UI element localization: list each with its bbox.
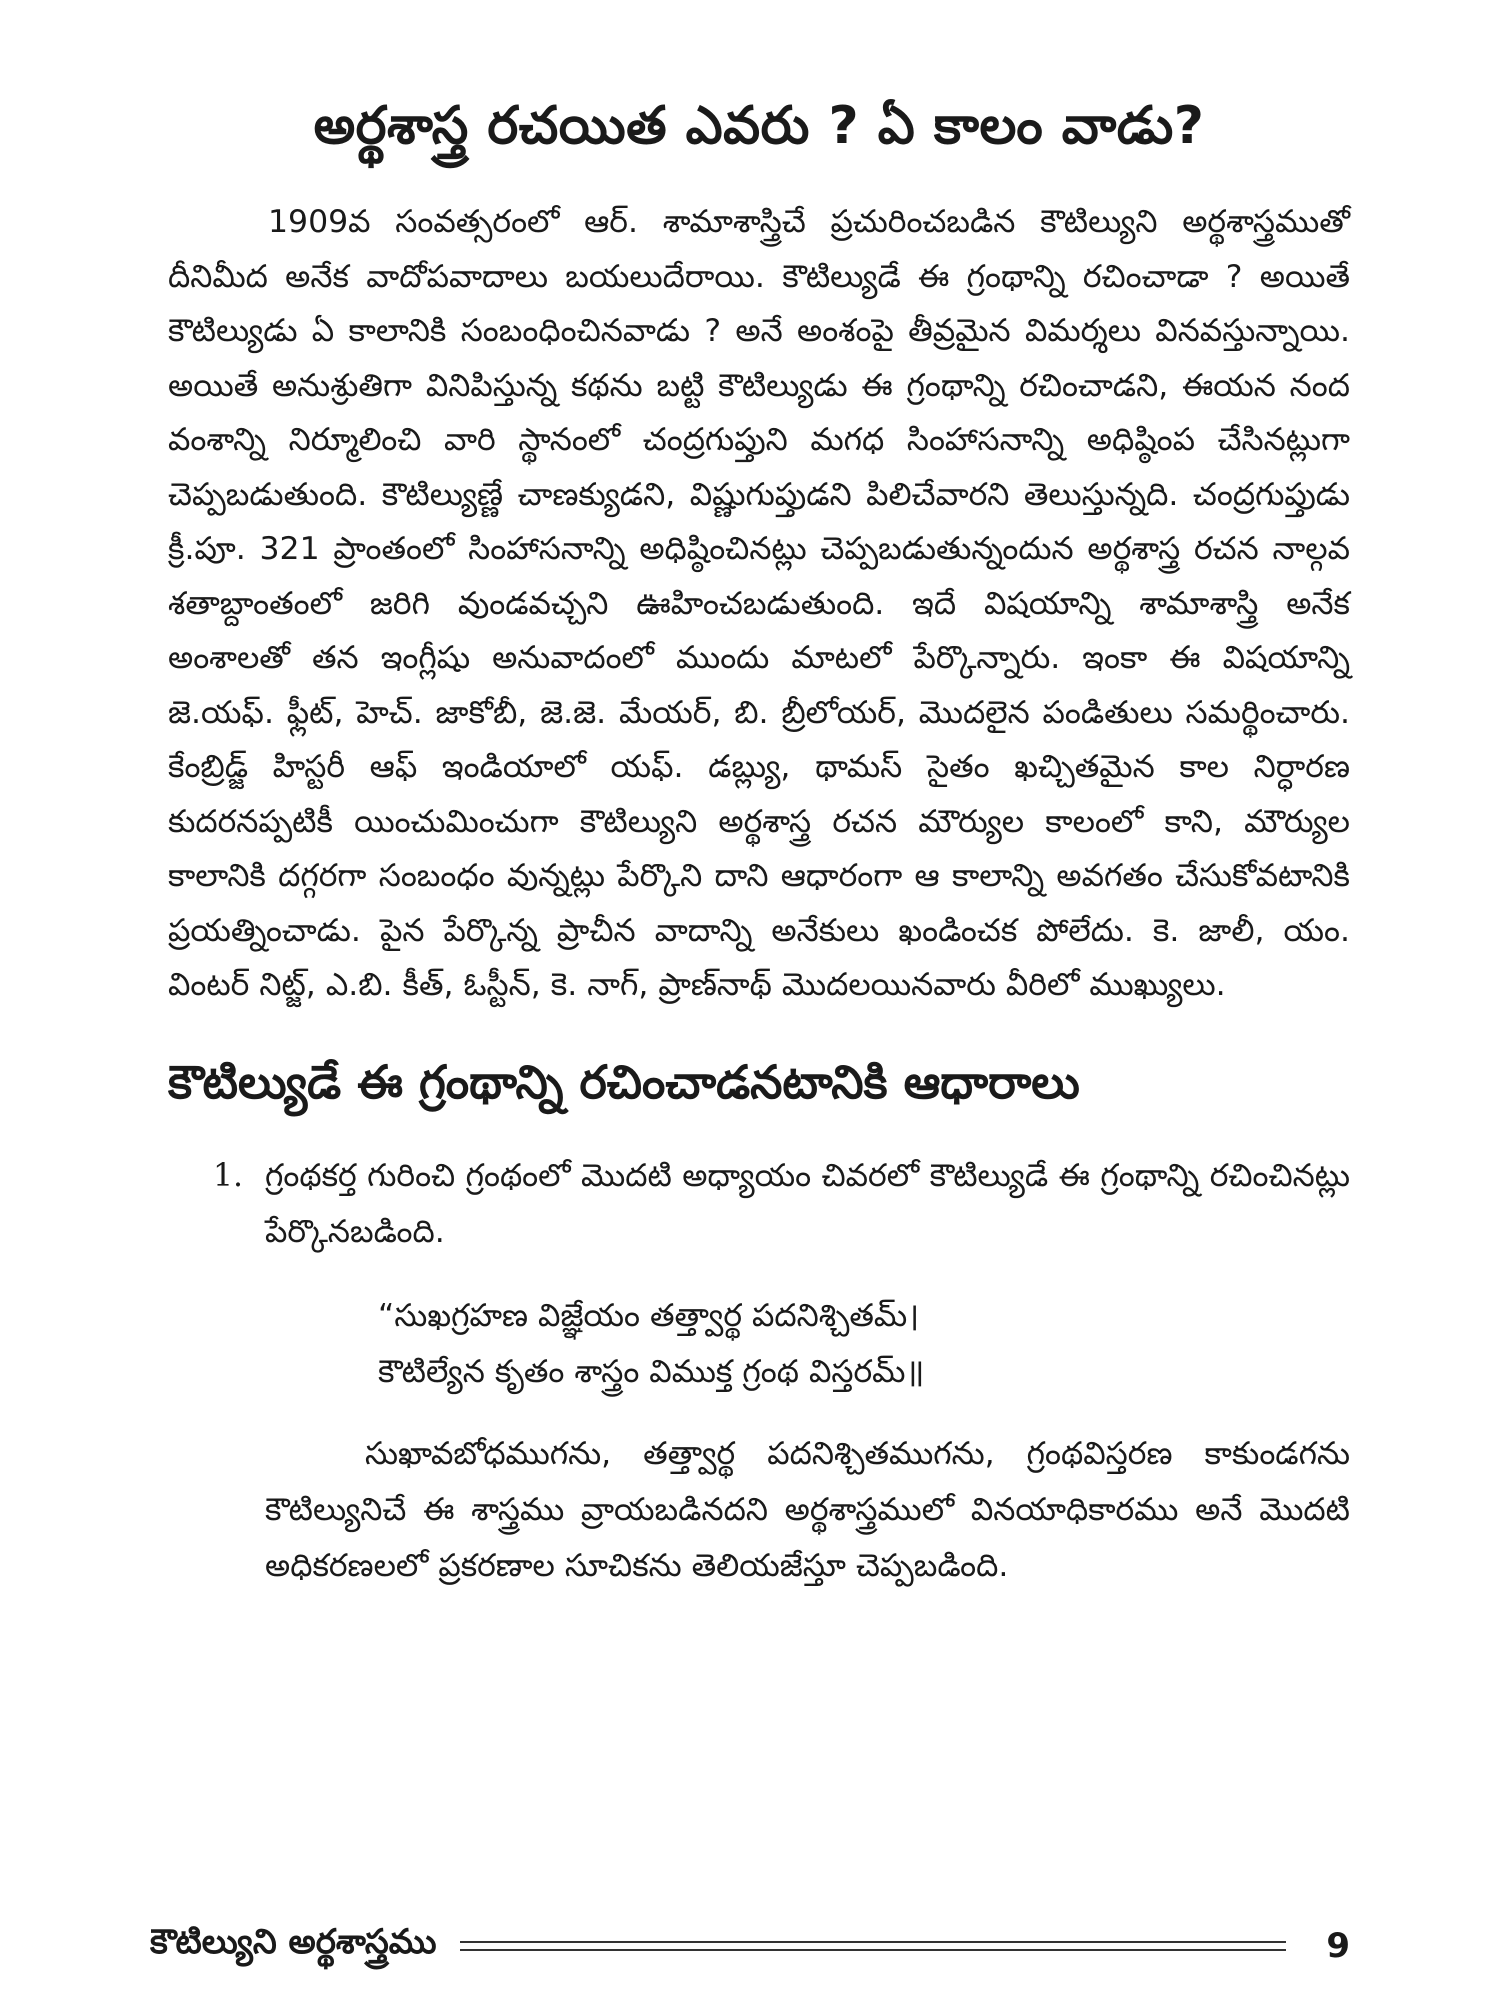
list-item-text: గ్రంథకర్త గురించి గ్రంథంలో మొదటి అధ్యాయం చివరలో కౌటిల్యుడే ఈ గ్రంథాన్ని రచించినట్లు పేర్కొనబడింది. [265, 1158, 1350, 1251]
page-number: 9 [1326, 1926, 1350, 1966]
page-footer [150, 1918, 1350, 1974]
body-paragraph-2: సుఖావబోధముగను, తత్త్వార్థ పదనిశ్చితముగను, గ్రంథవిస్తరణ కాకుండగను కౌటిల్యునిచే ఈ శాస్త్రము వ్రాయబడినదని అర్థశాస్త్రములో వినయాధికారము అనే మొదటి అధికరణలలో ప్రకరణాల సూచికను తెలియజేస్తూ చెప్పబడింది. [265, 1436, 1350, 1585]
sanskrit-verse [378, 1288, 1350, 1400]
verse-line-1: “సుఖగ్రహణ విజ్ఞేయం తత్త్వార్థ పదనిశ్చితమ్। [378, 1298, 920, 1335]
list-item [213, 1148, 1350, 1260]
section-subheading: కౌటిల్యుడే ఈ గ్రంథాన్ని రచించాడనటానికి ఆధారాలు [168, 1054, 1080, 1109]
footer-divider [460, 1941, 1286, 1951]
body-paragraph-1: 1909వ సంవత్సరంలో ఆర్. శామాశాస్త్రిచే ప్రచురించబడిన కౌటిల్యుని అర్థశాస్త్రముతో దీనిమీద అనేక వాదోపవాదాలు బయలుదేరాయి. కౌటిల్యుడే ఈ గ్రంథాన్ని రచించాడా ? అయితే కౌటిల్యుడు ఏ కాలానికి సంబంధించినవాడు ? అనే అంశంపై తీవ్రమైన విమర్శలు వినవస్తున్నాయి. అయితే అనుశ్రుతిగా వినిపిస్తున్న కథను బట్టి కౌటిల్యుడు ఈ గ్రంథాన్ని రచించాడని, ఈయన నంద వంశాన్ని నిర్మూలించి వారి స్థానంలో చంద్రగుప్తుని మగధ సింహాసనాన్ని అధిష్ఠింప చేసినట్లుగా చెప్పబడుతుంది. కౌటిల్యుణ్ణే చాణక్యుడని, విష్ణుగుప్తుడని పిలిచేవారని తెలుస్తున్నది. చంద్రగుప్తుడు క్రీ.పూ. 321 ప్రాంతంలో సింహాసనాన్ని అధిష్ఠించినట్లు చెప్పబడుతున్నందున అర్థశాస్త్ర రచన నాల్గవ శతాబ్దాంతంలో జరిగి వుండవచ్చని ఊహించబడుతుంది. ఇదే విషయాన్ని శామాశాస్త్రి అనేక అంశాలతో తన ఇంగ్లీషు అనువాదంలో ముందు మాటలో పేర్కొన్నారు. ఇంకా ఈ విషయాన్ని జె.యఫ్. ఫ్లీట్, హెచ్. జాకోబీ, జె.జె. మేయర్, బి. బ్రీలోయర్, మొదలైన పండితులు సమర్థించారు. కేంబ్రిడ్జ్ హిస్టరీ ఆఫ్ ఇండియాలో యఫ్. డబ్ల్యు, థామస్ సైతం ఖచ్చితమైన కాల నిర్ధారణ కుదరనప్పటికీ యించుమించుగా కౌటిల్యుని అర్థశాస్త్ర రచన మౌర్యుల కాలంలో కాని, మౌర్యుల కాలానికి దగ్గరగా సంబంధం వున్నట్లు పేర్కొని దాని ఆధారంగా ఆ కాలాన్ని అవగతం చేసుకోవటానికి ప్రయత్నించాడు. పైన పేర్కొన్న ప్రాచీన వాదాన్ని అనేకులు ఖండించక పోలేదు. కె. జాలీ, యం. వింటర్ నిట్జ్, ఎ.బి. కీత్, ఓస్టీన్, కె. నాగ్, ప్రాణ్‌నాథ్ మొదలయినవారు వీరిలో ముఖ్యులు. [168, 204, 1350, 1004]
list-item-number: 1. [213, 1158, 244, 1195]
footer-book-title: కౌటిల్యుని అర్థశాస్త్రము [150, 1922, 437, 1962]
verse-line-2: కౌటిల్యేన కృతం శాస్త్రం విముక్త గ్రంథ విస్తరమ్॥ [378, 1354, 925, 1391]
chapter-heading: అర్థశాస్త్ర రచయిత ఎవరు ? ఏ కాలం వాడు? [313, 96, 1205, 156]
